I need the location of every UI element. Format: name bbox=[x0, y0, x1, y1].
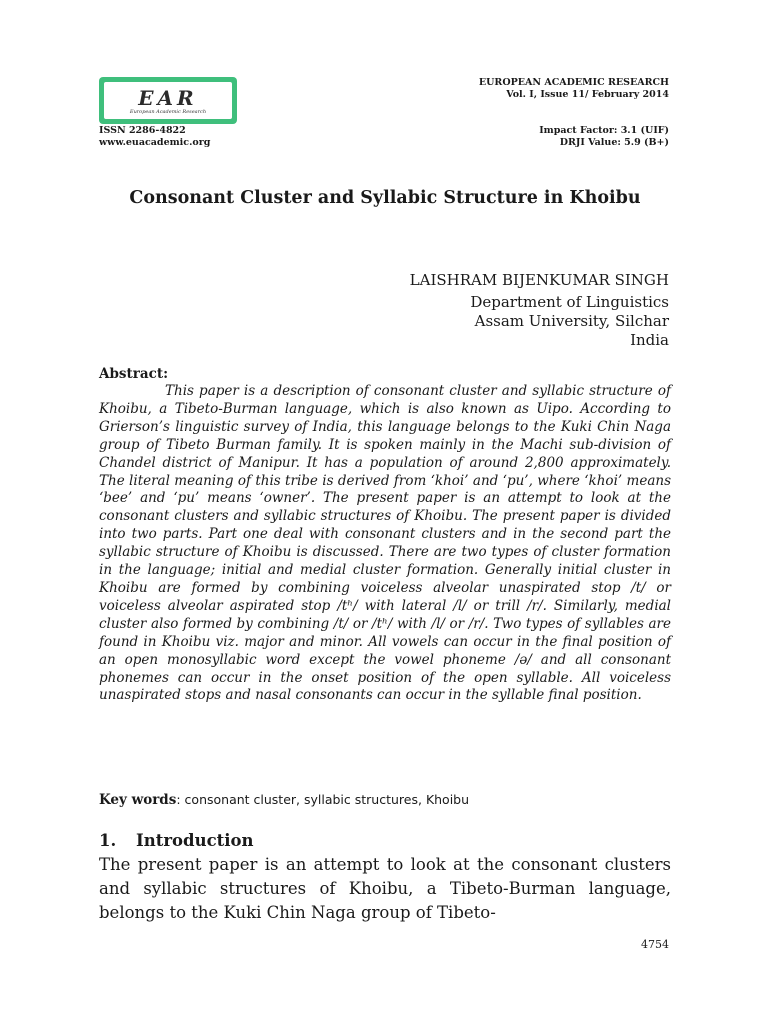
impact-factor: Impact Factor: 3.1 (UIF) bbox=[539, 125, 669, 136]
journal-name: EUROPEAN ACADEMIC RESEARCH bbox=[478, 77, 669, 88]
abstract-text: This paper is a description of consonant cluster and syllabic structure of Khoibu, a Tibeto-Burman language, which is also known as Uipo. According to Grierson’s linguistic survey of India, this language belongs to the Kuki Chin Naga group of Tibeto Burman family. It is spoken mainly in the Machi sub-division of Chandel district of Manipur. It has a population of around 2,800 approximately. The literal meaning of this tribe is derived from ‘khoi’ and ‘pu’, where ‘khoi’ means ‘bee’ and ‘pu’ means ‘owner’. The present paper is an attempt to look at the consonant clusters and syllabic structures of Khoibu. The present paper is divided into two parts. Part one deal with consonant clusters and in the second part the syllabic structure of Khoibu is discussed. There are two types of cluster formation in the language; initial and medial cluster formation. Generally initial cluster in Khoibu are formed by combining voiceless alveolar unaspirated stop /t/ or voiceless alveolar aspirated stop /tʰ/ with lateral /l/ or trill /r/. Similarly, medial cluster also formed by combining /t/ or /tʰ/ with /l/ or /r/. Two types of syllables are found in Khoibu viz. major and minor. All vowels can occur in the final position of an open monosyllabic word except the vowel phoneme /ə/ and all consonant phonemes can occur in the onset position of the open syllable. All voiceless unaspirated stops and nasal consonants can occur in the syllable final position. bbox=[99, 383, 671, 704]
issn: ISSN 2286-4822 bbox=[99, 125, 186, 136]
logo-subtitle: European Academic Research bbox=[129, 108, 207, 115]
author-department: Department of Linguistics bbox=[470, 293, 669, 311]
author-block bbox=[410, 271, 669, 350]
introduction-text: The present paper is an attempt to look at the consonant clusters and syllabic structures of Khoibu, a Tibeto-Burman language, belongs to the Kuki Chin Naga group of Tibeto- bbox=[99, 855, 671, 922]
section-title: Introduction bbox=[136, 831, 254, 850]
journal-logo-inner bbox=[104, 82, 232, 119]
abstract-label: Abstract: bbox=[99, 366, 169, 382]
paper-title: Consonant Cluster and Syllabic Structure in Khoibu bbox=[129, 188, 641, 208]
header-left bbox=[99, 125, 210, 149]
page-number: 4754 bbox=[641, 938, 669, 951]
keywords-label: Key words bbox=[99, 792, 177, 808]
website: www.euacademic.org bbox=[99, 137, 211, 148]
keywords-value: : consonant cluster, syllabic structures, Khoibu bbox=[176, 792, 470, 807]
author-name: LAISHRAM BIJENKUMAR SINGH bbox=[409, 271, 669, 289]
volume-issue: Vol. I, Issue 11/ February 2014 bbox=[506, 89, 669, 100]
section-number: 1. bbox=[99, 831, 117, 850]
drji-value: DRJI Value: 5.9 (B+) bbox=[559, 137, 669, 148]
header-right-bottom bbox=[539, 125, 669, 149]
author-university: Assam University, Silchar bbox=[474, 312, 669, 330]
author-country: India bbox=[630, 331, 669, 349]
keywords bbox=[99, 791, 469, 809]
journal-logo bbox=[99, 77, 237, 124]
section-heading-introduction bbox=[99, 830, 254, 852]
logo-text: EAR bbox=[138, 85, 198, 110]
header-right-top bbox=[479, 77, 669, 101]
